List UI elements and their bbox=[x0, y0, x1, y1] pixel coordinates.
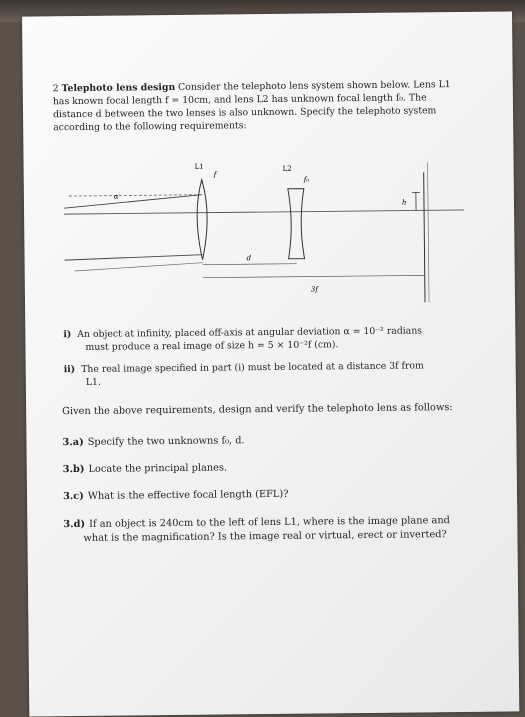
question-text-cont: what is the magnification? Is the image real or virtual, erect or inverted? bbox=[63, 528, 503, 547]
lens-l1-label: L1 bbox=[195, 163, 204, 171]
question-label: 3.c) bbox=[63, 491, 84, 502]
question-3b bbox=[63, 459, 503, 478]
problem-statement bbox=[53, 78, 464, 134]
requirement-text-cont: must produce a real image of size h = 5 × 10⁻²f (cm). bbox=[63, 337, 483, 354]
requirement-i bbox=[63, 324, 483, 354]
lens-l2-focal-label: f₀ bbox=[303, 176, 310, 184]
distance-d-label: d bbox=[247, 254, 252, 262]
input-ray-bottom bbox=[75, 263, 203, 271]
problem-intro: Consider the telephoto lens system shown below. Lens L1 has known focal length f = 10cm, and lens L2 has unknown focal length f₀. The distance d between the two lenses is also unknown. Specify the telephoto system according to the following requirements: bbox=[53, 79, 451, 133]
input-ray-upper bbox=[64, 195, 202, 208]
question-label: 3.a) bbox=[62, 437, 83, 448]
requirement-label: ii) bbox=[64, 364, 76, 375]
requirement-text: An object at infinity, placed off-axis at angular deviation α = 10⁻² radians bbox=[77, 325, 422, 340]
distance-3f-label: 3f bbox=[311, 285, 320, 293]
problem-number: 2 bbox=[53, 83, 59, 94]
telephoto-diagram bbox=[53, 152, 475, 306]
angle-label: α bbox=[114, 193, 119, 201]
distance-d-arrow bbox=[203, 264, 297, 265]
lens-l2-label: L2 bbox=[283, 165, 292, 173]
lens-l2 bbox=[288, 189, 305, 259]
question-label: 3.b) bbox=[63, 464, 85, 475]
lens-l1-focal-label: f bbox=[213, 171, 218, 179]
image-plane bbox=[424, 172, 425, 302]
optical-axis bbox=[64, 210, 464, 214]
question-3a bbox=[62, 432, 502, 451]
question-text: If an object is 240cm to the left of lens L1, where is the image plane and bbox=[89, 515, 450, 530]
input-ray-lower bbox=[65, 255, 203, 260]
question-text: What is the effective focal length (EFL)? bbox=[88, 489, 289, 502]
requirement-label: i) bbox=[63, 329, 71, 340]
dashed-input-ray bbox=[69, 195, 199, 196]
design-instruction: Given the above requirements, design and verify the telephoto lens as follows: bbox=[62, 402, 492, 418]
question-text: Locate the principal planes. bbox=[88, 462, 227, 474]
problem-title: Telephoto lens design bbox=[62, 82, 176, 94]
height-label: h bbox=[402, 199, 407, 207]
requirement-ii bbox=[64, 359, 484, 389]
question-3d bbox=[63, 514, 503, 547]
requirement-text: The real image specified in part (i) must be located at a distance 3f from bbox=[81, 360, 424, 375]
distance-3f-arrow bbox=[203, 275, 425, 277]
paper-sheet bbox=[22, 11, 519, 716]
question-3c bbox=[63, 486, 503, 505]
question-text: Specify the two unknowns f₀, d. bbox=[88, 435, 245, 448]
question-label: 3.d) bbox=[63, 519, 85, 530]
lens-l1 bbox=[197, 180, 208, 260]
requirement-text-cont: L1. bbox=[64, 372, 484, 389]
